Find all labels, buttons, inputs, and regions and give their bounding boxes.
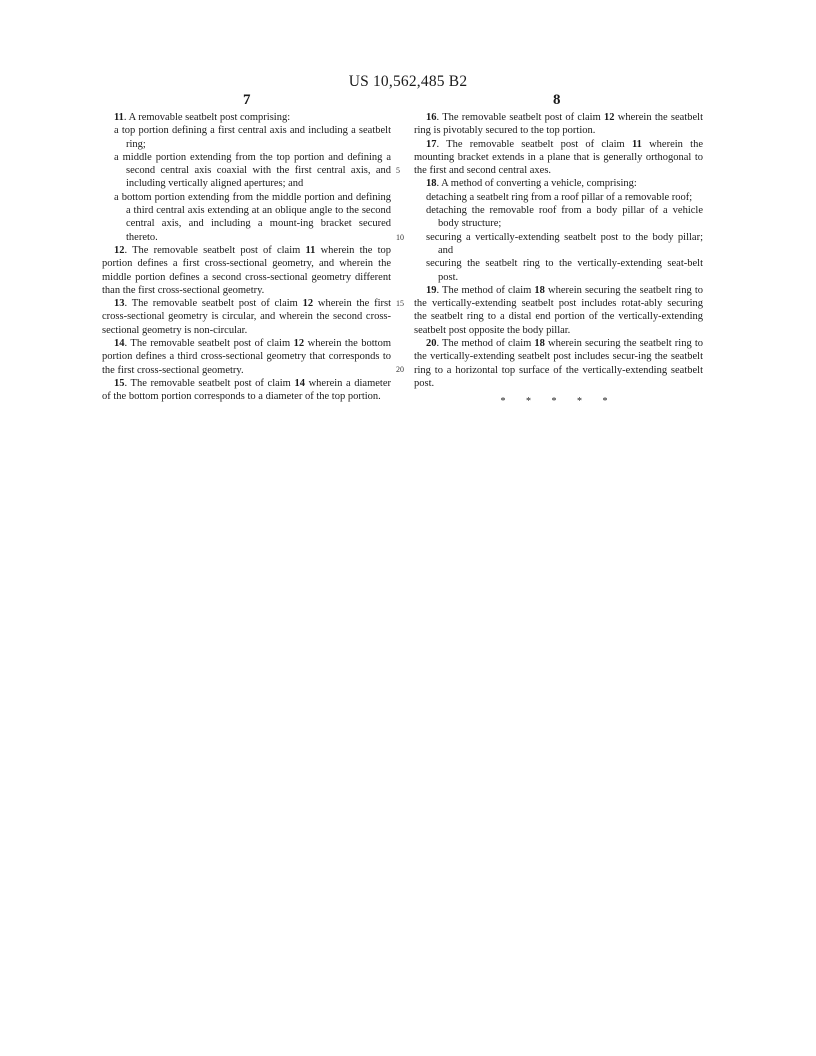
claim-number: 15 [114, 377, 125, 389]
claim-text: wherein securing the seatbelt ring to the vertically-extending seatbelt post includes secur-ing the seatbelt ring to a horizontal top surface of the vertically-extending seatbelt post. [414, 338, 703, 389]
line-number: 15 [396, 299, 404, 308]
claim-text: . The removable seatbelt post of claim [124, 338, 294, 350]
claim-number: 14 [114, 338, 125, 350]
claim-element: a top portion defining a first central axis and including a seatbelt ring; [114, 125, 391, 150]
claim-text: wherein securing the seatbelt ring to the vertically-extending seatbelt post includes rotat-ably securing the seatbelt ring to a distal end portion of the vertically-extending seatbelt post opposite the body pillar. [414, 284, 703, 336]
line-number: 20 [396, 365, 404, 374]
claim-text: . A method of converting a vehicle, comprising: [436, 178, 637, 190]
claim-text: wherein the mounting bracket extends in a plane that is generally orthogonal to the first and second central axes. [414, 138, 703, 177]
claim-text: . The removable seatbelt post of claim [124, 298, 303, 310]
claim-reference: 18 [534, 338, 545, 350]
claim-number: 12 [114, 244, 125, 256]
claim-15 [102, 377, 391, 404]
claim-text: wherein the bottom portion defines a third cross-sectional geometry that corresponds to the first cross-sectional geometry. [102, 338, 391, 376]
claim-13 [102, 297, 391, 337]
line-number: 5 [396, 166, 400, 175]
right-column [414, 111, 703, 409]
claim-18-preamble [414, 177, 703, 190]
claim-number: 16 [426, 112, 437, 123]
claim-reference: 12 [293, 338, 305, 350]
claim-element: a middle portion extending from the top portion and defining a second central axis coaxial with the first central axis, and including vertically aligned apertures; and [114, 151, 391, 190]
claim-11-preamble [102, 111, 391, 124]
claim-text: . The removable seatbelt post of claim [436, 138, 632, 150]
claim-text: wherein the seatbelt ring is pivotably secured to the top portion. [414, 112, 703, 137]
claim-number: 11 [114, 112, 124, 123]
line-number: 10 [396, 233, 404, 242]
claim-17 [414, 138, 703, 178]
claim-element: securing a vertically-extending seatbelt post to the body pillar; and [426, 231, 703, 256]
claim-reference: 11 [631, 138, 642, 150]
claim-text: . The method of claim [436, 284, 535, 296]
claim-text: . The removable seatbelt post of claim [124, 377, 295, 389]
claim-element: a bottom portion extending from the middle portion and defining a third central axis extending at an oblique angle to the second central axis, and including a mount-ing bracket secured thereto. [114, 191, 391, 243]
claim-text: . A removable seatbelt post comprising: [123, 112, 291, 123]
claim-number: 20 [426, 338, 437, 350]
claim-element: detaching the removable roof from a body pillar of a vehicle body structure; [426, 205, 703, 230]
claim-text: wherein the first cross-sectional geometry is circular, and wherein the second cross-sectional geometry is non-circular. [102, 298, 391, 336]
column-number-right: 8 [553, 92, 561, 108]
claim-text: wherein the top portion defines a first cross-sectional geometry, and wherein the middle portion defines a second cross-sectional geometry different than the first cross-sectional geometry. [102, 244, 392, 296]
claim-number: 13 [114, 298, 125, 310]
claim-text: wherein a diameter of the bottom portion corresponds to a diameter of the top portion. [102, 377, 391, 403]
claim-reference: 14 [294, 377, 305, 389]
claim-text: . The removable seatbelt post of claim [436, 112, 605, 123]
claim-number: 19 [426, 284, 437, 296]
claim-reference: 18 [534, 284, 545, 296]
claim-reference: 11 [305, 244, 316, 256]
claim-element: securing the seatbelt ring to the vertically-extending seat-belt post. [426, 258, 703, 283]
claim-reference: 12 [604, 112, 615, 123]
claim-12 [102, 244, 391, 297]
claim-reference: 12 [302, 298, 314, 310]
claim-number: 18 [426, 178, 437, 190]
end-of-document-marks: * * * * * [500, 396, 617, 408]
column-number-left: 7 [243, 92, 251, 108]
left-column [102, 111, 391, 404]
claim-19 [414, 284, 703, 337]
claim-16 [414, 111, 703, 138]
patent-number-header: US 10,562,485 B2 [348, 73, 468, 90]
claim-14 [102, 337, 391, 377]
claim-20 [414, 337, 703, 390]
claim-text: . The method of claim [436, 338, 535, 350]
claim-number: 17 [426, 138, 437, 150]
claim-element: detaching a seatbelt ring from a roof pillar of a removable roof; [426, 191, 693, 203]
claim-text: . The removable seatbelt post of claim [124, 244, 306, 256]
